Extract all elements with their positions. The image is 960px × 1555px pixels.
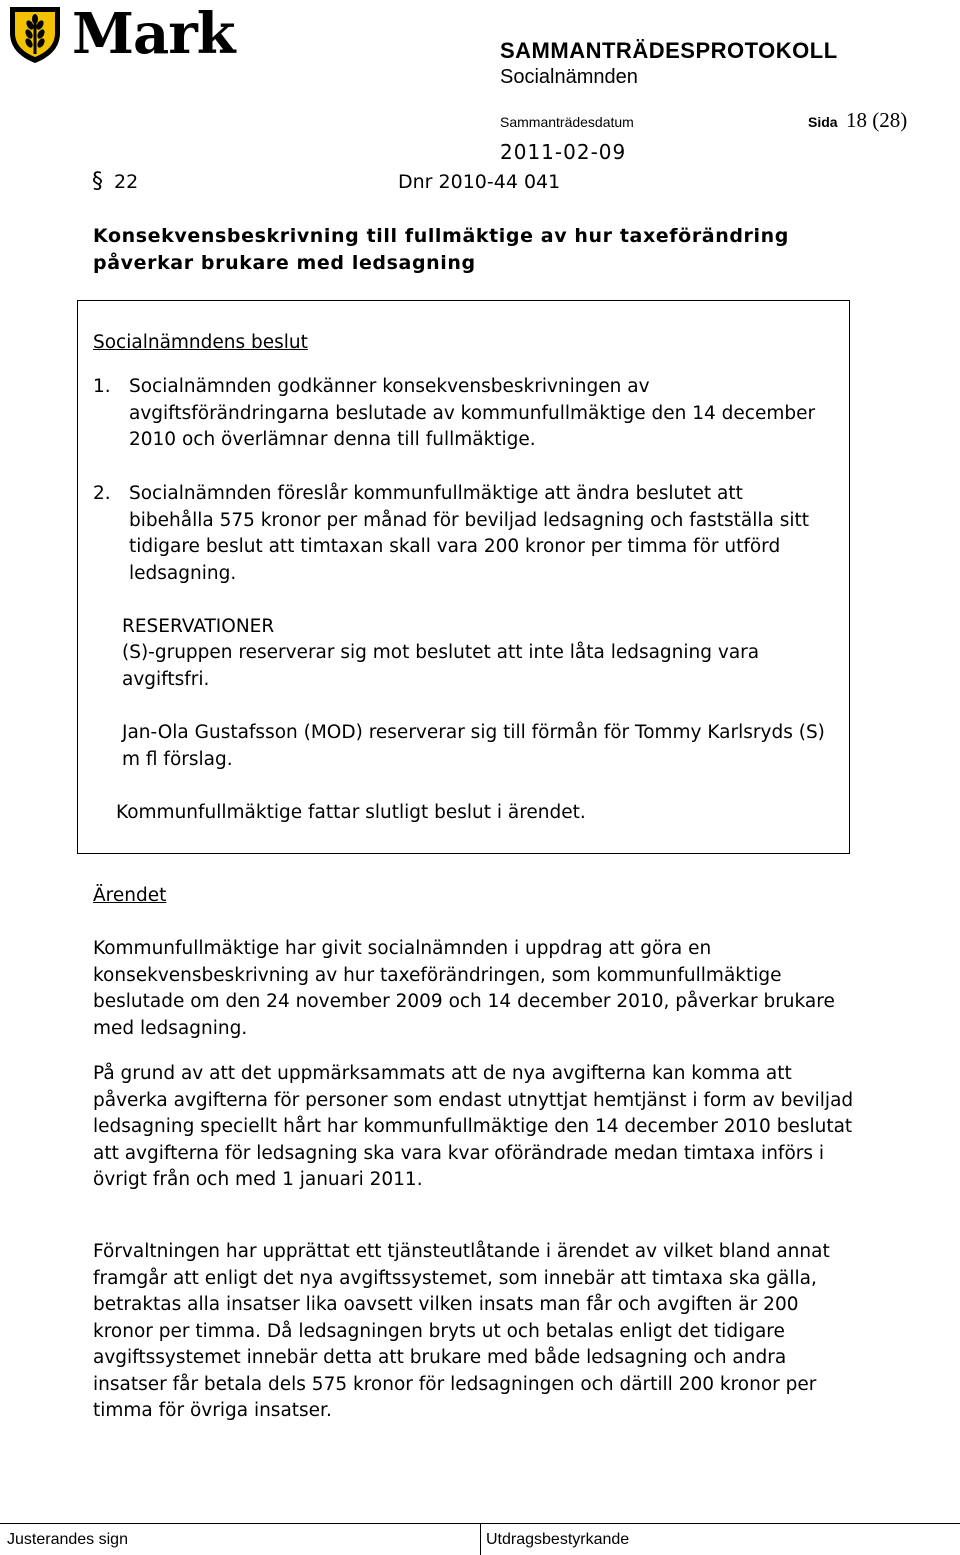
signature-field-label: Justerandes sign: [7, 1531, 128, 1548]
paragraph-symbol: §: [92, 169, 103, 194]
paragraph-number: 22: [114, 171, 139, 193]
matter-paragraph: Kommunfullmäktige har givit socialnämnden i uppdrag att göra en konsekvensbeskrivning av hur taxeförändringen, som kommunfullmäktige beslutade om den 24 november 2009 och 14 december 2010, påverkar brukare med ledsagning.: [93, 938, 835, 1039]
protocol-title: SAMMANTRÄDESPROTOKOLL: [500, 38, 838, 63]
coat-of-arms-icon: [4, 3, 66, 65]
organization-name: Socialnämnden: [500, 66, 638, 88]
decision-item-number: 1.: [93, 376, 111, 397]
decision-item-2: [93, 481, 829, 587]
reservations-heading: RESERVATIONER: [122, 616, 275, 637]
decision-item-number: 2.: [93, 483, 111, 504]
matter-heading: Ärendet: [93, 885, 167, 906]
page-label: Sida: [808, 114, 838, 130]
decision-heading: Socialnämndens beslut: [93, 332, 308, 353]
footer-divider: [480, 1523, 481, 1555]
matter-paragraph: På grund av att det uppmärksammats att de nya avgifterna kan komma att påverka avgifterna för personer som endast utnyttjat hemtjänst i form av beviljad ledsagning speciellt hårt har kommunfullmäktige den 14 december 2010 beslutat att avgifterna för ledsagning ska vara kvar oförändrade medan timtaxa införs i övrigt från och med 1 januari 2011.: [93, 1063, 854, 1190]
reservation-item: (S)-gruppen reserverar sig mot beslutet att inte låta ledsagning vara avgiftsfri.: [122, 642, 760, 690]
municipality-logo: [4, 3, 234, 65]
decision-item-1: [93, 374, 829, 454]
decision-item-text: Socialnämnden föreslår kommunfullmäktige att ändra beslutet att bibehålla 575 kronor per månad för beviljad ledsagning och fastställa sitt tidigare beslut att timtaxan skall vara 200 kronor per timma för utförd ledsagning.: [129, 483, 809, 584]
page-number: 18 (28): [846, 108, 908, 132]
final-decision-note: Kommunfullmäktige fattar slutligt beslut i ärendet.: [116, 802, 586, 823]
case-title: Konsekvensbeskrivning till fullmäktige av hur taxeförändring påverkar brukare med ledsagning: [93, 225, 789, 274]
decision-item-text: Socialnämnden godkänner konsekvensbeskrivningen av avgiftsförändringarna beslutade av kommunfullmäktige den 14 december 2010 och överlämnar denna till fullmäktige.: [129, 376, 816, 450]
reservation-item: Jan-Ola Gustafsson (MOD) reserverar sig till förmån för Tommy Karlsryds (S) m fl förslag.: [122, 722, 825, 770]
meeting-date-label: Sammanträdesdatum: [500, 114, 634, 130]
certification-field-label: Utdragsbestyrkande: [486, 1531, 630, 1548]
meeting-date: 2011-02-09: [500, 140, 627, 164]
case-number: Dnr 2010-44 041: [398, 171, 561, 193]
matter-paragraph: Förvaltningen har upprättat ett tjänsteutlåtande i ärendet av vilket bland annat framgår att enligt det nya avgiftssystemet, som innebär att timtaxa ska gälla, betraktas alla insatser lika oavsett vilken insats man får och avgiften är 200 kronor per timma. Då ledsagningen bryts ut och betalas enligt det tidigare avgiftssystemet innebär detta att brukare med både ledsagning och andra insatser får betala dels 575 kronor för ledsagningen och därtill 200 kronor per timma för övriga insatser.: [93, 1241, 830, 1421]
logo-wordmark: Mark: [72, 1, 235, 67]
